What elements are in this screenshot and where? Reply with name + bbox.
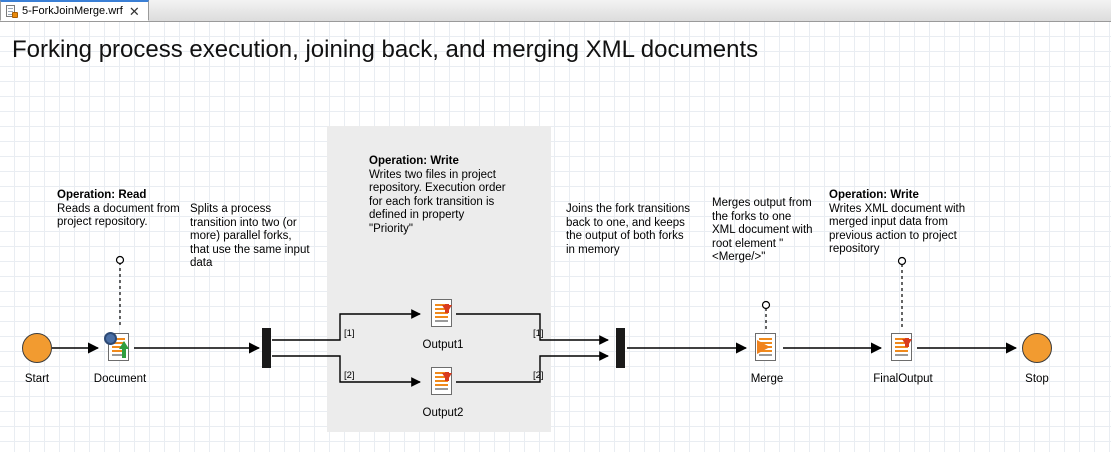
node-join-bar[interactable] [616, 328, 625, 368]
node-start[interactable] [22, 333, 52, 363]
node-merge-label: Merge [750, 373, 784, 385]
node-finaloutput-label: FinalOutput [873, 373, 933, 385]
node-start-label: Start [24, 373, 50, 385]
note-fork [190, 203, 310, 271]
tab-5-forkjoinmerge[interactable] [0, 0, 149, 21]
close-icon[interactable]: ✕ [128, 3, 140, 19]
node-output1-label: Output1 [422, 339, 464, 351]
note-read-heading: Operation: Read [57, 189, 147, 201]
node-document-label: Document [93, 373, 147, 385]
node-output2-label: Output2 [422, 407, 464, 419]
gear-icon [104, 332, 117, 345]
merge-arrow-icon [757, 340, 770, 354]
diagram-canvas[interactable] [0, 22, 1111, 452]
node-stop-label: Stop [1025, 373, 1049, 385]
note-read [57, 189, 182, 230]
note-merge-body: Merges output from the forks to one XML document with root element "<Merge/>" [712, 197, 813, 263]
note-write-fork-heading: Operation: Write [369, 155, 459, 167]
tab-bar [0, 0, 1111, 22]
tab-title: 5-ForkJoinMerge.wrf [22, 5, 123, 17]
note-join [566, 203, 691, 257]
node-fork-bar[interactable] [262, 328, 271, 368]
workflow-file-icon [5, 5, 18, 18]
note-final-write-heading: Operation: Write [829, 189, 919, 201]
edge-label-join-bottom: [2] [533, 370, 544, 381]
edge-label-join-top: [1] [533, 328, 544, 339]
node-merge[interactable] [752, 333, 780, 363]
edge-label-fork-bottom: [2] [344, 370, 355, 381]
write-arrow-icon [902, 339, 912, 347]
note-write-fork [369, 155, 509, 236]
note-final-write [829, 189, 974, 257]
node-document[interactable] [105, 333, 133, 363]
page-title: Forking process execution, joining back, and merging XML documents [12, 36, 759, 63]
write-arrow-icon [442, 373, 452, 381]
read-arrow-icon [119, 341, 129, 349]
note-fork-body: Splits a process transition into two (or more) parallel forks, that use the same input data [190, 203, 310, 269]
note-join-body: Joins the fork transitions back to one, and keeps the output of both forks in memory [566, 203, 691, 256]
write-arrow-icon [442, 305, 452, 313]
edge-label-fork-top: [1] [344, 328, 355, 339]
note-final-write-body: Writes XML document with merged input data from previous action to project repository [829, 202, 966, 255]
node-finaloutput[interactable] [888, 333, 916, 363]
note-merge [712, 197, 817, 265]
node-output2[interactable] [428, 367, 456, 397]
note-write-fork-body: Writes two files in project repository. Execution order for each fork transition is defined in property "Priority" [369, 168, 506, 235]
node-output1[interactable] [428, 299, 456, 329]
note-read-body: Reads a document from project repository. [57, 202, 180, 228]
node-stop[interactable] [1022, 333, 1052, 363]
